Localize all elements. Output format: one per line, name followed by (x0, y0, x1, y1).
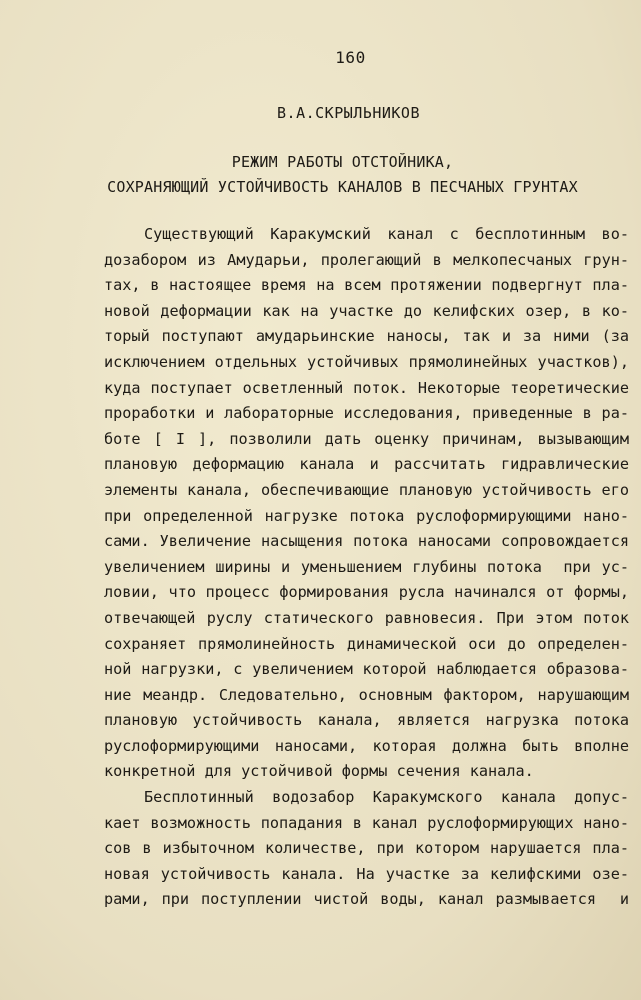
text-line: ние меандр. Следовательно, основным фактором, нарушающим (104, 685, 629, 704)
text-line: отвечающей руслу статического равновесия. При этом поток (104, 608, 629, 627)
text-line: ловии, что процесс формирования русла начинался от формы, (104, 583, 629, 602)
text-line: рами, при поступлении чистой воды, канал размывается и (104, 890, 629, 909)
text-line: Существующий Каракумский канал с бесплотинным во- (144, 225, 629, 243)
text-line: кает возможность попадания в канал руслоформирующих нано- (104, 813, 629, 832)
text-line: сохраняет прямолинейность динамической оси до определен- (104, 634, 629, 653)
text-line: ной нагрузки, с увеличением которой наблюдается образова- (104, 660, 629, 679)
text-line: новой деформации как на участке до келифских озер, в ко- (104, 301, 629, 320)
text-line: проработки и лабораторные исследования, приведенные в ра- (104, 404, 629, 423)
text-line: конкретной для устойчивой формы сечения канала. (104, 762, 534, 781)
text-line: плановую устойчивость канала, является нагрузка потока (104, 711, 629, 730)
text-line: дозабором из Амударьи, пролегающий в мелкопесчаных грун- (104, 250, 629, 269)
text-line: куда поступает осветленный поток. Некоторые теоретические (104, 378, 629, 397)
text-line: тах, в настоящее время на всем протяжении подвергнут пла- (104, 276, 629, 295)
text-line: сов в избыточном количестве, при котором нарушается пла- (104, 839, 629, 858)
author-name: В.А.СКРЫЛЬНИКОВ (277, 104, 420, 122)
title-line-1: РЕЖИМ РАБОТЫ ОТСТОЙНИКА, (231, 153, 454, 171)
text-line: новая устойчивость канала. На участке за келифскими озе- (104, 864, 629, 883)
text-line: увеличением ширины и уменьшением глубины потока при ус- (104, 557, 629, 576)
text-line: Бесплотинный водозабор Каракумского канала допус- (144, 788, 629, 807)
text-line: сами. Увеличение насыщения потока наносами сопровождается (104, 532, 629, 551)
text-line: при определенной нагрузке потока руслоформирующими нано- (104, 506, 629, 525)
page-number: 160 (335, 48, 366, 67)
title-line-2: СОХРАНЯЮЩИЙ УСТОЙЧИВОСТЬ КАНАЛОВ В ПЕСЧАНЫХ ГРУНТАХ (107, 178, 578, 196)
text-line: исключением отдельных устойчивых прямолинейных участков), (104, 352, 629, 371)
text-line: торый поступают амударьинские наносы, так и за ними (за (104, 327, 629, 346)
body-text (104, 222, 629, 913)
article-title (22, 150, 641, 200)
text-line: руслоформирующими наносами, которая должна быть вполне (104, 736, 629, 755)
text-line: элементы канала, обеспечивающие плановую устойчивость его (104, 480, 629, 499)
text-line: боте [ I ], позволили дать оценку причинам, вызывающим (104, 429, 629, 448)
text-line: плановую деформацию канала и рассчитать гидравлические (104, 455, 629, 474)
